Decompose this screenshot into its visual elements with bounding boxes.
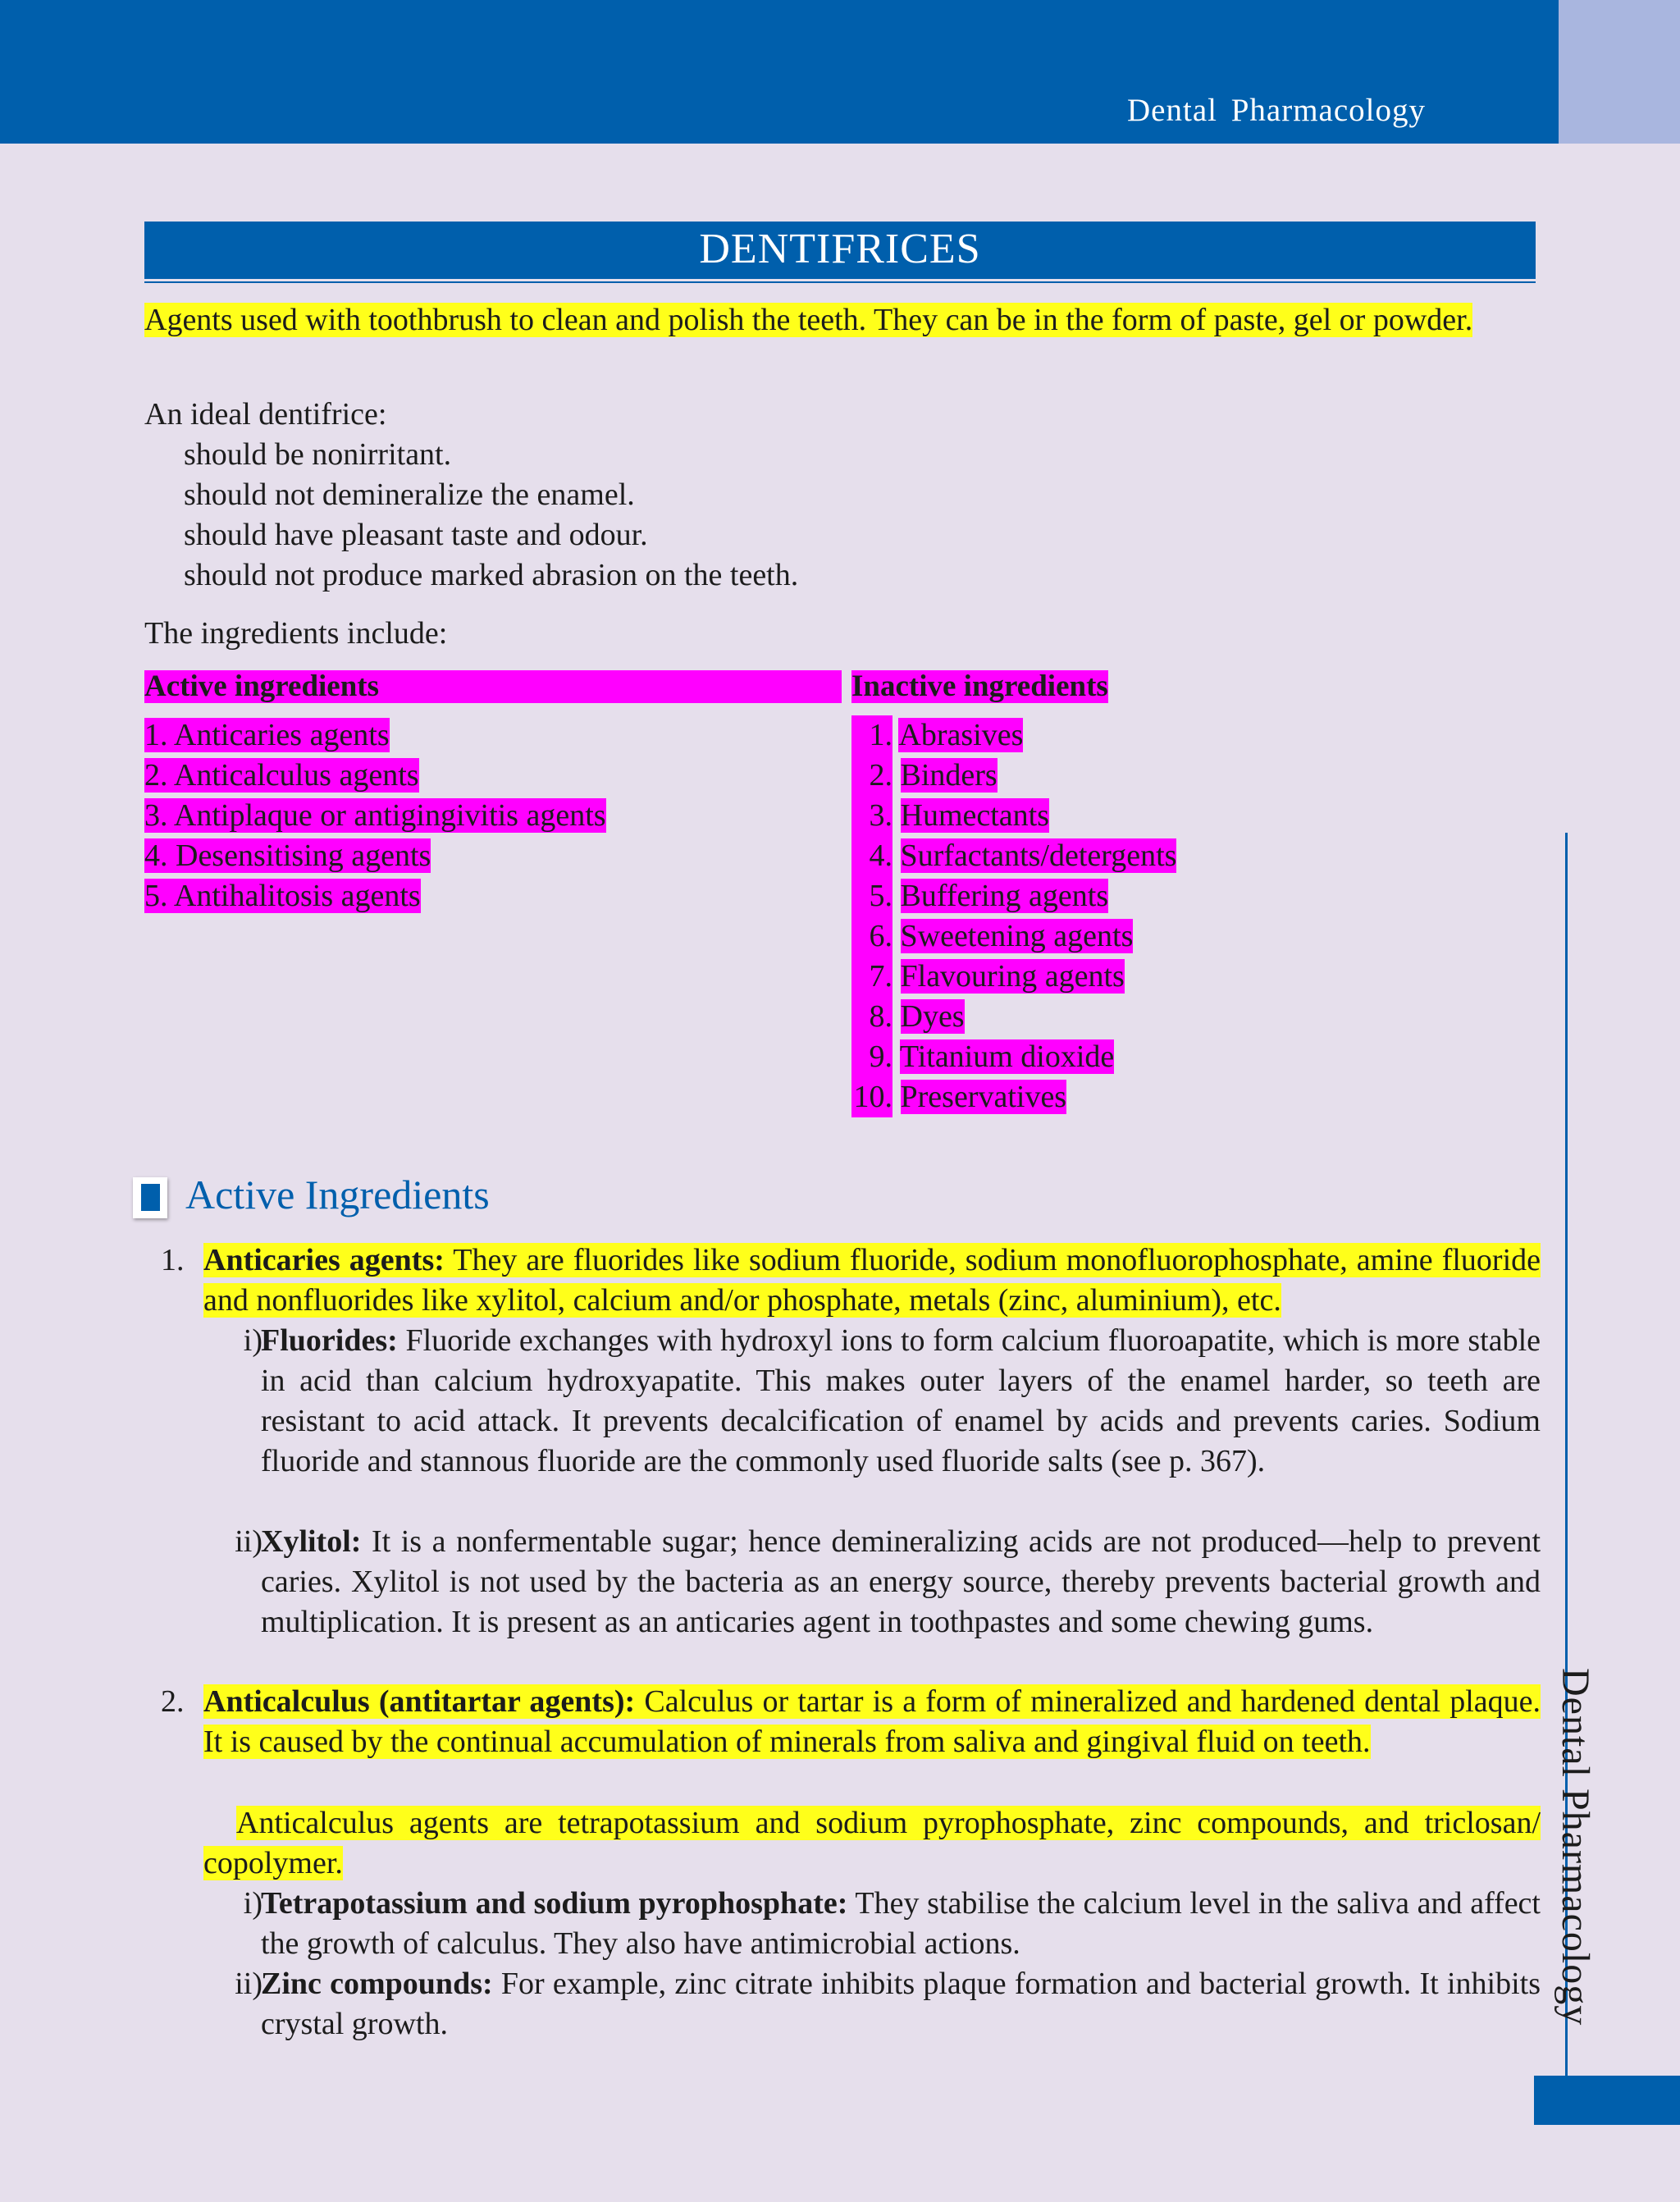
list-number: 8. [851, 997, 892, 1037]
term: Anticalculus (antitartar agents): [203, 1684, 636, 1719]
list-number: 10. [851, 1077, 892, 1117]
active-ingredients-heading: Active ingredients [144, 670, 842, 703]
list-text: Antihalitosis agents [173, 879, 421, 913]
list-number: 6. [851, 916, 892, 957]
list-text: Humectants [900, 798, 1050, 833]
anticalculus-paragraph [203, 1682, 1541, 1762]
tetrapotassium-paragraph [261, 1884, 1541, 1964]
list-text: Desensitising agents [176, 838, 431, 873]
body-text: For example, zinc citrate inhibits plaque formation and bacterial growth. It inhibits crystal growth. [261, 1967, 1541, 2041]
list-number: 3. [851, 796, 892, 836]
list-item [144, 796, 606, 836]
list-text: Sweetening agents [900, 919, 1134, 953]
body-text: Anticalculus agents are tetrapotassium and sodium pyrophosphate, zinc compounds, and triclosan/ copolymer. [203, 1806, 1541, 1880]
list-item [851, 1077, 1176, 1117]
list-item [144, 836, 606, 876]
item-number: 2. [161, 1684, 185, 1719]
list-number: 2. [144, 758, 168, 793]
subitem-number: i) [243, 1886, 262, 1921]
ideal-point: should have pleasant taste and odour. [184, 518, 648, 552]
list-number: 7. [851, 957, 892, 997]
ideal-point: should be nonirritant. [184, 437, 452, 472]
list-text: Binders [900, 758, 998, 793]
list-number: 9. [851, 1037, 892, 1077]
body-text: They stabilise the calcium level in the saliva and affect the growth of calculus. They also have antimicrobial actions. [261, 1886, 1541, 1961]
list-text: Surfactants/detergents [900, 838, 1177, 873]
item-number: 1. [161, 1243, 185, 1277]
side-running-label: Dental Pharmacology [1554, 1668, 1597, 2026]
anticalculus-agents-paragraph [203, 1803, 1541, 1884]
list-item [851, 1037, 1176, 1077]
header-corner-block [1559, 0, 1680, 144]
intro-text: Agents used with toothbrush to clean and polish the teeth. They can be in the form of paste, gel or powder. [144, 303, 1473, 337]
body-text: They are fluorides like sodium fluoride, sodium monofluorophosphate, amine fluoride and nonfluorides like xylitol, calcium and/or phosphate, metals (zinc, aluminium), etc. [203, 1243, 1541, 1318]
list-item [144, 876, 606, 916]
subitem-number: ii) [235, 1524, 262, 1559]
list-text: Flavouring agents [900, 959, 1125, 994]
list-item [851, 916, 1176, 957]
inactive-ingredients-list [851, 715, 1176, 1117]
list-number: 3. [144, 798, 168, 833]
list-item [851, 997, 1176, 1037]
list-item [144, 715, 606, 756]
term: Xylitol: [261, 1524, 362, 1559]
term: Fluorides: [261, 1323, 398, 1358]
fluorides-paragraph [261, 1321, 1541, 1482]
list-item [851, 715, 1176, 756]
side-tab-block [1534, 2076, 1680, 2125]
ideal-heading: An ideal dentifrice: [144, 397, 387, 432]
ideal-list [184, 435, 798, 596]
active-ingredients-list [144, 715, 606, 916]
list-item [851, 796, 1176, 836]
inactive-ingredients-heading: Inactive ingredients [851, 669, 1108, 703]
zinc-compounds-paragraph [261, 1964, 1541, 2044]
list-text: Antiplaque or antigingivitis agents [173, 798, 606, 833]
intro-paragraph [144, 300, 1536, 340]
list-number: 1. [144, 718, 168, 752]
list-item [851, 756, 1176, 796]
body-text: It is a nonfermentable sugar; hence demineralizing acids are not produced—help to prevent caries. Xylitol is not used by the bacteria as an energy source, thereby prevents bacterial growth and multiplication. It is present as an anticaries agent in toothpastes and some chewing gums. [261, 1524, 1541, 1639]
list-number: 4. [851, 836, 892, 876]
anticaries-paragraph [203, 1240, 1541, 1321]
subitem-number: ii) [235, 1967, 262, 2001]
list-text: Dyes [900, 999, 965, 1034]
list-number: 5. [144, 879, 168, 913]
list-item [851, 957, 1176, 997]
body-text: Calculus or tartar is a form of mineralized and hardened dental plaque. It is caused by the continual accumulation of minerals from saliva and gingival fluid on teeth. [203, 1684, 1541, 1759]
list-number: 2. [851, 756, 892, 796]
body-text: Fluoride exchanges with hydroxyl ions to form calcium fluoroapatite, which is more stable in acid than calcium hydroxyapatite. This makes outer layers of the enamel harder, so teeth are resistant to acid attack. It prevents decalcification of enamel by acids and prevents caries. Sodium fluoride and stannous fluoride are the commonly used fluoride salts (see p. 367). [261, 1323, 1541, 1478]
ideal-point: should not demineralize the enamel. [184, 477, 635, 512]
list-number: 4. [144, 838, 168, 873]
title-underline [144, 281, 1536, 283]
running-head: Dental Pharmacology [1127, 93, 1426, 128]
list-text: Buffering agents [900, 879, 1109, 913]
subitem-number: i) [243, 1323, 262, 1358]
list-text: Anticalculus agents [173, 758, 419, 793]
list-text: Preservatives [900, 1080, 1067, 1114]
page-title: DENTIFRICES [144, 222, 1536, 279]
list-item [851, 876, 1176, 916]
list-text: Anticaries agents [173, 718, 390, 752]
list-text: Titanium dioxide [899, 1039, 1115, 1074]
list-number: 1. [851, 715, 892, 756]
list-number: 5. [851, 876, 892, 916]
term: Anticaries agents: [203, 1243, 445, 1277]
term: Tetrapotassium and sodium pyrophosphate: [261, 1886, 848, 1921]
list-item [144, 756, 606, 796]
term: Zinc compounds: [261, 1967, 493, 2001]
ideal-point: should not produce marked abrasion on the teeth. [184, 558, 799, 592]
ingredients-intro: The ingredients include: [144, 616, 448, 651]
list-text: Abrasives [898, 718, 1024, 752]
xylitol-paragraph [261, 1522, 1541, 1642]
list-item [851, 836, 1176, 876]
section-heading: Active Ingredients [185, 1172, 490, 1217]
section-square-icon [133, 1177, 167, 1218]
